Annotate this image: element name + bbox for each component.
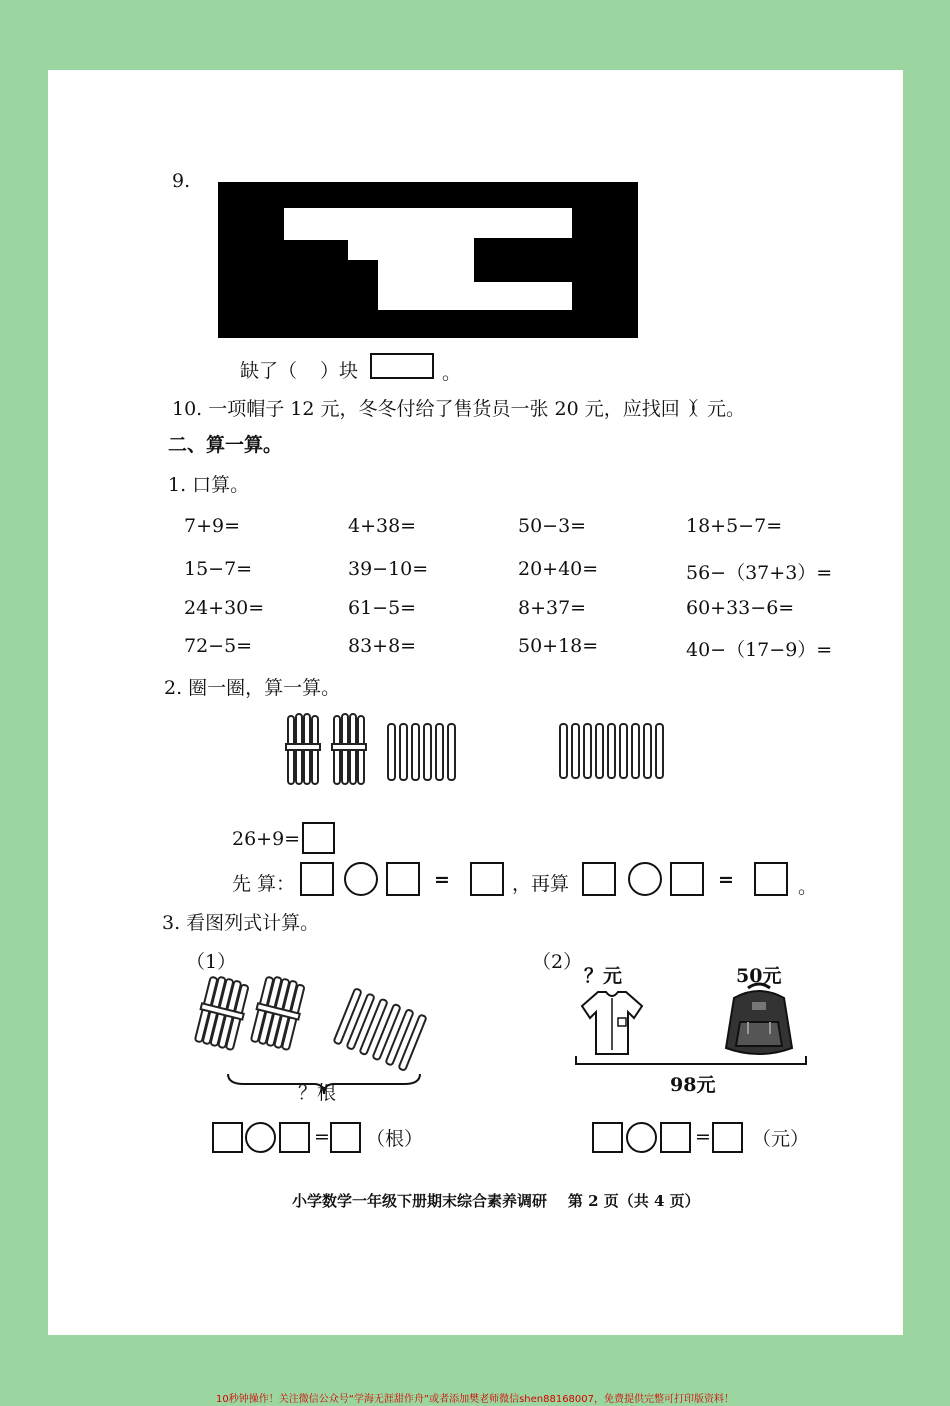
- oral-item: 20+40=: [518, 558, 599, 580]
- oral-item: 18+5−7=: [686, 515, 783, 537]
- q9-answer-box[interactable]: [370, 353, 434, 379]
- backpack-icon: [718, 982, 800, 1060]
- p1-first-box[interactable]: [212, 1122, 243, 1153]
- q9-missing-suffix: ）块: [320, 360, 359, 382]
- p1-label: （1）: [186, 951, 237, 973]
- oral-item: 39−10=: [348, 558, 429, 580]
- p1-operator-circle[interactable]: [245, 1122, 276, 1153]
- p2-bag-price: 50元: [736, 965, 782, 987]
- oral-item: 4+38=: [348, 515, 417, 537]
- picture-calc-title: 3. 看图列式计算。: [162, 912, 320, 934]
- oral-item: 24+30=: [184, 597, 265, 619]
- p1-caption: ？根: [298, 1082, 337, 1104]
- p2-equals: =: [695, 1126, 711, 1148]
- p2-total: 98元: [670, 1074, 716, 1096]
- first-operand-box[interactable]: [300, 862, 334, 896]
- first-calc-label: 先 算：: [232, 873, 296, 895]
- q9-figure: [218, 182, 638, 338]
- equals-sign: =: [718, 869, 734, 891]
- second-operator-circle[interactable]: [628, 862, 662, 896]
- p2-operator-circle[interactable]: [626, 1122, 657, 1153]
- p2-first-box[interactable]: [592, 1122, 623, 1153]
- q10-text: 10. 一项帽子 12 元，冬冬付给了售货员一张 20 元，应找回（: [172, 398, 699, 420]
- p1-sticks-figure: [194, 976, 434, 1076]
- equals-sign: =: [434, 869, 450, 891]
- q9-missing-prefix: 缺了（: [240, 360, 298, 382]
- oral-item: 40−（17−9）=: [686, 639, 833, 661]
- circle-calc-title: 2. 圈一圈，算一算。: [164, 677, 341, 699]
- stick-group-right: [556, 720, 670, 782]
- promo-banner: 10秒钟操作！关注微信公众号“学海无涯甜作舟”或者添加樊老师微信shen88168007，免费提供完整可打印版资料！: [215, 1394, 735, 1405]
- first-operator-circle[interactable]: [344, 862, 378, 896]
- p2-second-box[interactable]: [660, 1122, 691, 1153]
- oral-item: 8+37=: [518, 597, 587, 619]
- second-result-box[interactable]: [754, 862, 788, 896]
- oral-item: 56−（37+3）=: [686, 562, 833, 584]
- oral-item: 15−7=: [184, 558, 253, 580]
- p2-label: （2）: [532, 951, 583, 973]
- q9-period: 。: [442, 362, 462, 384]
- second-operand-box[interactable]: [386, 862, 420, 896]
- p2-result-box[interactable]: [712, 1122, 743, 1153]
- end-period: 。: [798, 876, 818, 898]
- oral-item: 50−3=: [518, 515, 587, 537]
- p2-bracket: [572, 1054, 810, 1070]
- then-calc-label: ，再算: [512, 873, 570, 895]
- q10-suffix: ）元。: [688, 398, 746, 420]
- first-result-box[interactable]: [470, 862, 504, 896]
- p1-equals: =: [314, 1126, 330, 1148]
- expr-answer-box[interactable]: [302, 822, 335, 854]
- section2-title: 二、算一算。: [168, 434, 283, 456]
- shirt-icon: [580, 988, 644, 1058]
- oral-title: 1. 口算。: [168, 474, 250, 496]
- oral-item: 72−5=: [184, 635, 253, 657]
- oral-item: 7+9=: [184, 515, 241, 537]
- oral-item: 61−5=: [348, 597, 417, 619]
- p1-unit: （根）: [366, 1128, 424, 1150]
- oral-item: 50+18=: [518, 635, 599, 657]
- p1-result-box[interactable]: [330, 1122, 361, 1153]
- stick-bundles-left: [284, 710, 474, 790]
- p2-shirt-price: ？元: [584, 965, 623, 987]
- oral-item: 60+33−6=: [686, 597, 795, 619]
- circle-calc-expr: 26+9=: [232, 828, 301, 850]
- p1-second-box[interactable]: [279, 1122, 310, 1153]
- page-footer: 小学数学一年级下册期末综合素养调研 第 2 页（共 4 页）: [292, 1192, 700, 1210]
- oral-item: 83+8=: [348, 635, 417, 657]
- q9-number: 9.: [172, 170, 191, 192]
- worksheet-page: [48, 70, 903, 1335]
- fourth-operand-box[interactable]: [670, 862, 704, 896]
- p2-unit: （元）: [752, 1128, 810, 1150]
- third-operand-box[interactable]: [582, 862, 616, 896]
